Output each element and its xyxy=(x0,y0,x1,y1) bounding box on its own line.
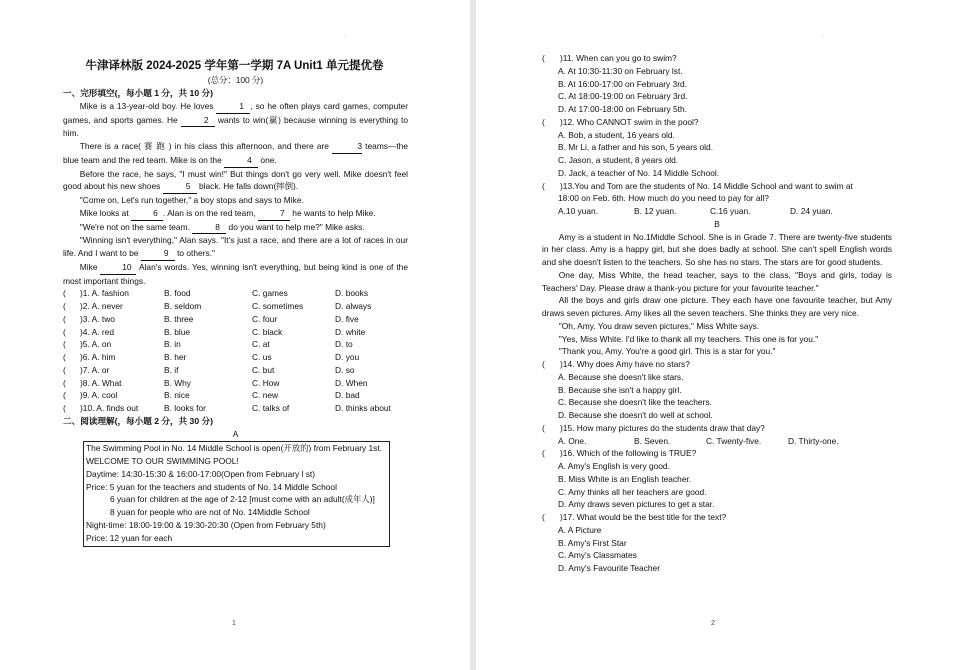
section-2-heading: 二、阅读理解(，每小题 2 分，共 30 分) xyxy=(63,415,213,426)
cloze-paragraph-8: Mike 10 Alan's words. Yes, winning isn't everything, but being kind is one of the most important things. xyxy=(63,261,408,286)
choice-row-4: ( )4. A. red B. blue C. black D. white xyxy=(63,326,366,337)
page-number: 2 xyxy=(711,620,715,627)
top-mark: · xyxy=(344,34,346,40)
choice-row-8: ( )8. A. What B. Why C. How D. When xyxy=(63,377,368,388)
passage-b-paragraph-1: Amy is a student in No.1Middle School. She is in Grade 7. There are twenty-five students in her class. Amy is a happy girl, but she does badly at school. She can't spell English words and she doesn't listen to the teachers. So she has no stars. The stars are for good students. xyxy=(542,231,892,267)
section-1-heading: 一、完形填空(，每小题 1 分，共 10 分) xyxy=(63,88,213,98)
choice-row-3: ( )3. A. two B. three C. four D. five xyxy=(63,313,359,324)
question-16: ( )16. Which of the following is TRUE? A. Amy's English is very good. B. Miss White is an English teacher. C. Amy thinks all her teachers are good. D. Amy draws seven pictures to get a star. xyxy=(542,448,715,510)
choice-row-6: ( )6. A. him B. her C. us D. you xyxy=(63,352,360,362)
passage-b-paragraph-4: "Oh, Amy. You draw seven pictures," Miss White says. xyxy=(558,320,760,331)
page-number: 1 xyxy=(232,620,236,627)
page-1 xyxy=(0,0,470,670)
swimming-pool-notice: The Swimming Pool in No. 14 Middle School is open(开放的) from February 1st. WELCOME TO OUR SWIMMING POOL! Daytime: 14:30-15:30 & 16:00-17:00(Open from February l st) Price: 5 yuan for the teachers and students of No. 14 Middle School 6 yuan for children at the age of 2-12 [must come with an adult(成年人)] 8 yuan for people who are not of No. 14Middle School Night-time: 18:00-19:00 & 19:30-20:30 (Open from February 5th) Price: 12 yuan for each xyxy=(83,441,390,547)
question-14: ( )14. Why does Amy have no stars? A. Because she doesn't like stars. B. Because she isn't a happy girl. C. Because she doesn't like the teachers. D. Because she doesn't do well at school. xyxy=(542,359,713,420)
cloze-choices xyxy=(63,287,408,415)
cloze-paragraph-2: There is a race( 赛 跑 ) in his class this afternoon, and there are 3 teams—the blue team and the red team. Mike is on the 4 one. xyxy=(63,140,408,168)
cloze-paragraph-4: "Come on, Let's run together," a boy stops and says to Mike. xyxy=(79,195,304,205)
page-title: 牛津译林版 2024-2025 学年第一学期 7A Unit1 单元提优卷 xyxy=(85,60,384,72)
passage-b-paragraph-6: "Thank you, Amy. You're a good girl. This is a star for you." xyxy=(558,346,776,357)
page-2-content xyxy=(542,52,892,575)
cloze-paragraph-5: Mike looks at 6 . Alan is on the red team, 7 he wants to help Mike. xyxy=(63,207,408,221)
page-1-content xyxy=(63,58,408,547)
choice-row-2: ( )2. A. never B. seldom C. sometimes D. always xyxy=(63,301,372,311)
passage-b-paragraph-5: "Yes, Miss White. I'd like to thank all my teachers. This one is for you." xyxy=(558,333,819,344)
cloze-paragraph-1: Mike is a 13-year-old boy. He loves 1 , so he often plays card games, computer games, and sports games. He 2 wants to win(赢) because winning is everything to him. xyxy=(63,100,408,139)
total-score: (总分：100 分) xyxy=(207,75,264,85)
question-15: ( )15. How many pictures do the students draw that day? A. One. B. Seven. C. Twenty-five. D. Thirty-one. xyxy=(542,422,839,446)
passage-b-paragraph-2: One day, Miss White, the head teacher, says to the class, "Boys and girls, today is Teachers' Day. Please draw a thank-you picture for your favourite teacher." xyxy=(542,269,892,293)
cloze-paragraph-3: Before the race, he says, "I must win!" But things don't go very well. Mike doesn't feel good about his new shoes 5 black. He falls down(摔倒). xyxy=(63,168,408,195)
choice-row-9: ( )9. A. cool B. nice C. new D. bad xyxy=(63,390,360,401)
cloze-paragraph-7: "Winning isn't everything," Alan says. "It's just a race, and there are a lot of races in our life. And I want to be 9 to others." xyxy=(63,234,408,261)
cloze-paragraph-6: "We're not on the same team. 8 do you want to help me?" Mike asks. xyxy=(63,221,408,235)
question-17: ( )17. What would be the best title for the text? A. A Picture B. Amy's First Star C. Amy's Classmates D. Amy's Favourite Teacher xyxy=(542,512,727,573)
choice-row-10: ( )10. A. finds out B. looks for C. talks of D. thinks about xyxy=(63,403,391,413)
question-12: ( )12. Who CANNOT swim in the pool? A. Bob, a student, 16 years old. B. Mr Li, a father and his son, 5 years old. C. Jason, a student, 8 years old. D. Jack, a teacher of No. 14 Middle School. xyxy=(542,116,720,178)
question-13: ( )13.You and Tom are the students of No. 14 Middle School and want to swim at 18:00 on Feb. 6th. How much do you need to pay for all? A.10 yuan. B. 12 yuan. C.16 yuan. D. 24 yuan. xyxy=(542,180,853,216)
passage-a-label: A xyxy=(232,428,239,439)
choice-row-7: ( )7. A. or B. if C. but D. so xyxy=(63,364,355,375)
question-11: ( )11. When can you go to swim? A. At 10:30-11:30 on February lst. B. At 16:00-17:00 on February 3rd. C. At 18:00-19:00 on February 3rd. D. At 17:00-18:00 on February 5th. xyxy=(542,53,688,114)
top-mark: · xyxy=(822,34,824,40)
passage-b-label: B xyxy=(714,218,720,229)
page-2 xyxy=(476,0,954,670)
choice-row-1: ( )1. A. fashion B. food C. games D. books xyxy=(63,288,369,299)
passage-b-paragraph-3: All the boys and girls draw one picture. They each have one favourite teacher, but Amy draws seven pictures. Amy likes all the seven teachers. She thinks they are very nice. xyxy=(542,295,892,318)
choice-row-5: ( )5. A. on B. in C. at D. to xyxy=(63,339,353,350)
